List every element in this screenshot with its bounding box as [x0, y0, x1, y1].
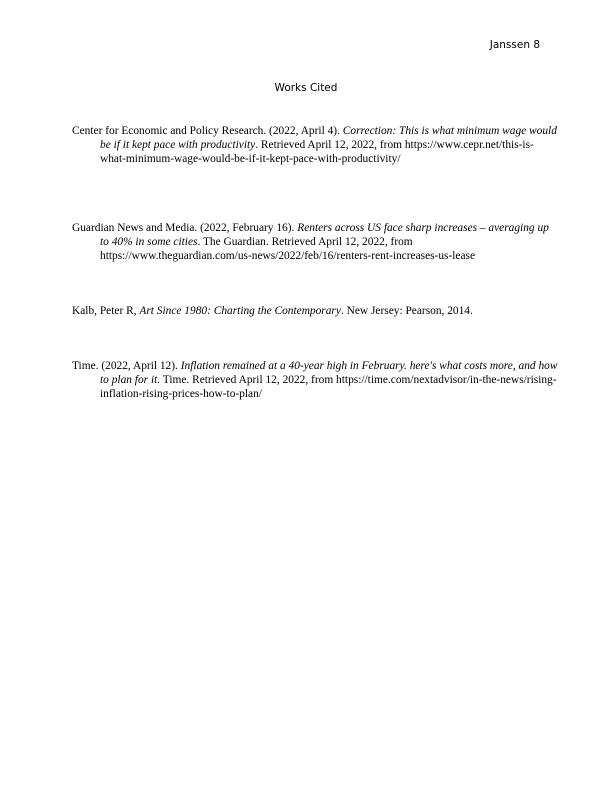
citation-source: . The Guardian. Retrieved April 12, 2022, from https://www.theguardian.com/us-news/2022/feb/16/renters-rent-increases-us-lease	[100, 236, 476, 262]
citation-entry	[72, 221, 558, 263]
citation-title: Art Since 1980: Charting the Contemporary	[139, 305, 341, 317]
citation-entry	[72, 304, 558, 318]
citation-author-date: Kalb, Peter R,	[72, 305, 140, 317]
citation-title: Correction: This is what minimum wage would be if it kept pace with productivity	[100, 125, 557, 151]
citation-source: . New Jersey: Pearson, 2014.	[340, 305, 473, 317]
citation-author-date: Time. (2022, April 12).	[72, 360, 181, 372]
citation-source: . Retrieved April 12, 2022, from https://www.cepr.net/this-is-what-minimum-wage-would-be-if-it-kept-pace-with-productivity/	[100, 139, 534, 165]
citation-entry	[72, 359, 558, 401]
citation-author-date: Guardian News and Media. (2022, February 16).	[72, 222, 298, 234]
citation-entry	[72, 124, 558, 166]
citation-title: Renters across US face sharp increases – averaging up to 40% in some cities	[100, 222, 549, 248]
citation-author-date: Center for Economic and Policy Research. (2022, April 4).	[72, 125, 343, 137]
running-header: Janssen 8	[489, 39, 540, 51]
citation-title: Inflation remained at a 40-year high in February. here's what costs more, and how to plan for it.	[100, 360, 558, 386]
citation-source: Time. Retrieved April 12, 2022, from https://time.com/nextadvisor/in-the-news/rising-inflation-rising-prices-how-to-plan/	[100, 374, 557, 400]
page-title: Works Cited	[274, 82, 338, 94]
